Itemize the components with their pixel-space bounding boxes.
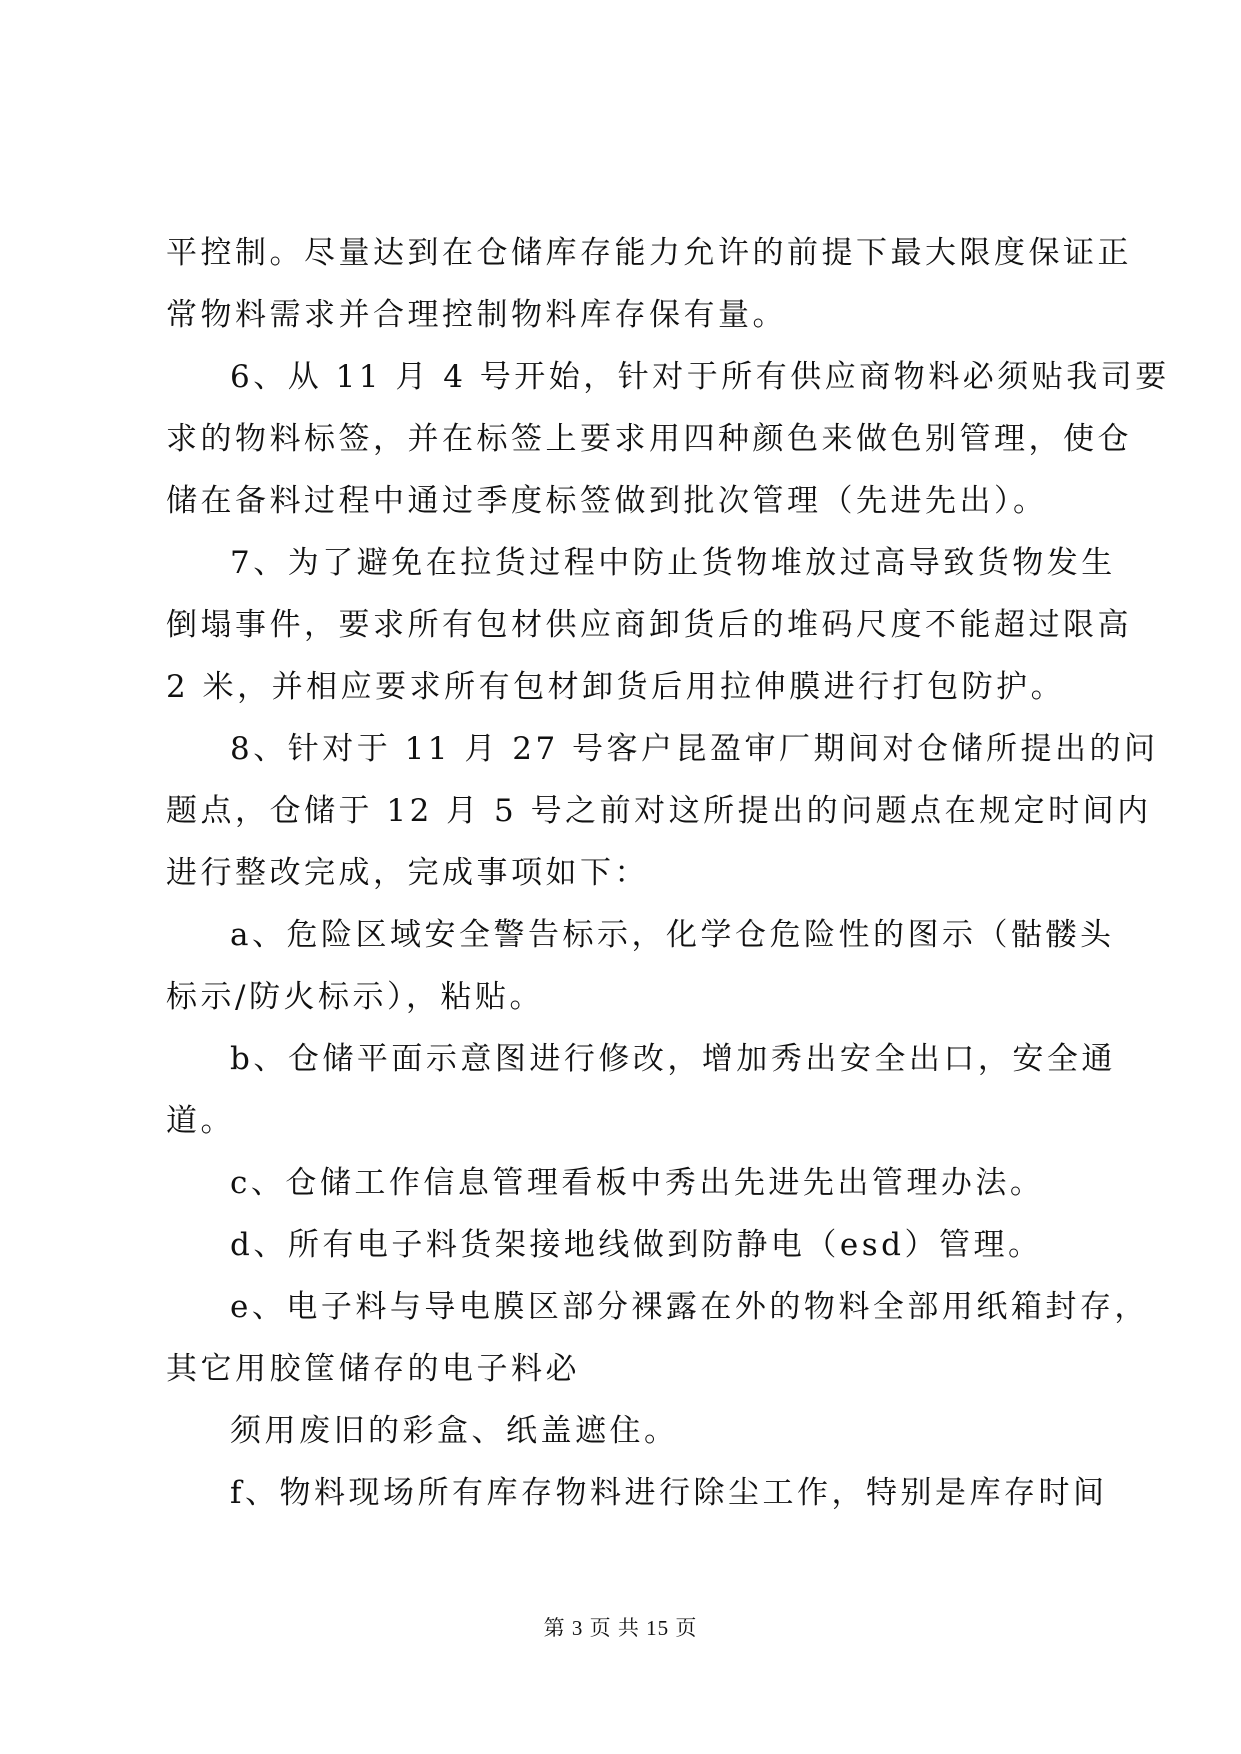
text-line: 标示/防火标示），粘贴。 bbox=[166, 979, 544, 1015]
sub-item-e: e、电子料与导电膜区部分裸露在外的物料全部用纸箱封存， bbox=[230, 1289, 1149, 1325]
sub-item-b: b、仓储平面示意图进行修改，增加秀出安全出口，安全通 bbox=[230, 1041, 1116, 1077]
text-line: 须用废旧的彩盒、纸盖遮住。 bbox=[230, 1413, 679, 1449]
text-line: 题点，仓储于 12 月 5 号之前对这所提出的问题点在规定时间内 bbox=[166, 793, 1152, 829]
sub-item-a: a、危险区域安全警告标示，化学仓危险性的图示（骷髅头 bbox=[230, 917, 1115, 953]
text-line: 平控制。尽量达到在仓储库存能力允许的前提下最大限度保证正 bbox=[166, 235, 1132, 271]
sub-item-d: d、所有电子料货架接地线做到防静电（esd）管理。 bbox=[230, 1227, 1043, 1263]
paragraph-item-7: 7、为了避免在拉货过程中防止货物堆放过高导致货物发生 bbox=[230, 545, 1116, 581]
text-line: 倒塌事件，要求所有包材供应商卸货后的堆码尺度不能超过限高 bbox=[166, 607, 1132, 643]
text-line: 2 米，并相应要求所有包材卸货后用拉伸膜进行打包防护。 bbox=[166, 669, 1066, 705]
text-line: 求的物料标签，并在标签上要求用四种颜色来做色别管理，使仓 bbox=[166, 421, 1132, 457]
text-line: 常物料需求并合理控制物料库存保有量。 bbox=[166, 297, 787, 333]
text-line: 道。 bbox=[166, 1103, 235, 1139]
sub-item-c: c、仓储工作信息管理看板中秀出先进先出管理办法。 bbox=[230, 1165, 1045, 1201]
text-line: 其它用胶筐储存的电子料必 bbox=[166, 1351, 580, 1387]
text-line: 储在备料过程中通过季度标签做到批次管理（先进先出）。 bbox=[166, 483, 1048, 519]
page-number-footer: 第 3 页 共 15 页 bbox=[543, 1616, 698, 1640]
document-body bbox=[166, 222, 1170, 1524]
paragraph-item-6: 6、从 11 月 4 号开始，针对于所有供应商物料必须贴我司要 bbox=[230, 359, 1170, 395]
text-line: 进行整改完成，完成事项如下： bbox=[166, 855, 649, 891]
paragraph-item-8: 8、针对于 11 月 27 号客户昆盈审厂期间对仓储所提出的问 bbox=[230, 731, 1159, 767]
sub-item-f: f、物料现场所有库存物料进行除尘工作，特别是库存时间 bbox=[230, 1475, 1108, 1511]
